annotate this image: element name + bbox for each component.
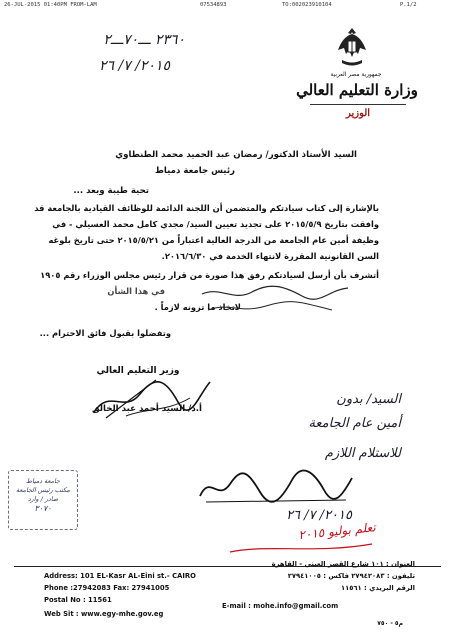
annotation-line-1: السيد/ بدون <box>336 392 401 407</box>
body-line-4: السن القانونية المقررة لانتهاء الخدمة في ٢٠١٦/٦/٣٠. <box>161 251 379 261</box>
footer-postal-en: Postal No : 11561 <box>44 596 112 604</box>
fax-code: 07534893 <box>200 2 227 8</box>
handwritten-scribble <box>200 282 350 322</box>
minister-office-label: الوزير <box>345 108 371 119</box>
letterhead-rule <box>310 104 406 105</box>
footer-phone-en: Phone :27942083 Fax: 27941005 <box>44 584 170 592</box>
ministry-title: وزارة التعليم العالي <box>296 81 418 99</box>
footer-email: E-mail : mohe.info@gmail.com <box>222 602 339 610</box>
footer-postal-ar: الرقم البريدي : ١١٥٦١ <box>340 584 415 592</box>
annotation-signature-text <box>240 470 320 483</box>
eagle-emblem <box>335 24 369 68</box>
footer-address-ar: العنوان : ١٠١ شارع القصر العيني - القاهرة <box>271 560 415 568</box>
signer-name: أ.د/ السيد أحمد عبد الخالق <box>92 404 202 414</box>
incoming-stamp <box>8 470 78 530</box>
enclosure-line: أتشرف بأن أرسل لسيادتكم رفق هذا صورة من قرار رئيس مجلس الوزراء رقم ١٩٠٥ <box>40 270 379 280</box>
republic-label: جمهورية مصر العربية <box>330 72 382 78</box>
footer-address-en: Address: 101 EL-Kasr AL-Eini st.- CAIRO <box>44 572 196 580</box>
stamp-record: صادر / وارد <box>27 495 59 503</box>
minister-signature <box>86 372 216 422</box>
fax-datetime: 26-JUL-2015 01:40PM FROM-LAM <box>4 2 97 8</box>
stamp-number: ٣٠٧٠ <box>34 504 52 513</box>
partial-line-2: لاتخاذ ما ترونه لازماً . <box>154 302 241 312</box>
closing-line: وتفضلوا بقبول فائق الاحترام ... <box>39 328 171 338</box>
addressee-name: السيد الأستاذ الدكتور/ رمضان عبد الحميد محمد الطنطاوي <box>115 150 357 160</box>
fax-header <box>0 0 455 12</box>
footer-phone-ar: تليفون : ٢٧٩٤٢٠٨٣ فاكس : ٢٧٩٤١٠٠٥ <box>287 572 415 580</box>
fax-page: P.1/2 <box>400 2 417 8</box>
ref-number-handwriting: ٢٣٦٠ ـــ٧٠ـــ٢ <box>103 32 185 48</box>
annotation-line-3: للاستلام اللازم <box>324 446 401 461</box>
footer-web-en: Web Sit : www.egy-mhe.gov.eg <box>44 610 164 618</box>
body-line-1: بالإشارة إلى كتاب سيادتكم والمتضمن أن اللجنة الدائمة للوظائف القيادية بالجامعة قد <box>34 203 379 213</box>
ref-date-handwriting: ٢٠١٥/ ٧/ ٢٦ <box>99 58 170 74</box>
stamp-university: جامعة دمياط <box>26 477 60 485</box>
body-line-2: وافقت بتاريخ ٢٠١٥/٥/٩ على تجديد تعيين السيد/ مجدي كامل محمد العسيلي - في <box>52 219 379 229</box>
red-note: تعلم بوليو ٢٠١٥ <box>297 520 377 543</box>
stamp-office: مكتب رئيس الجامعة <box>16 486 70 494</box>
addressee-title: رئيس جامعة دمياط <box>154 166 235 176</box>
partial-line-1: في هذا الشأن <box>107 286 165 296</box>
annotation-date: ٢٠١٥/ ٧/ ٢٦ <box>286 508 352 523</box>
fax-to: TO:002023910104 <box>282 2 332 8</box>
red-underline <box>226 540 376 556</box>
greeting: تحية طيبة وبعد ... <box>73 186 149 196</box>
footer-form-code: م٥ - ٧٥٠ <box>377 620 403 627</box>
body-line-3: وظيفة أمين عام الجامعة من الدرجة العالية اعتباراً من ٢٠١٥/٥/٢١ حتى تاريخ بلوغه <box>48 235 379 245</box>
signer-title: وزير التعليم العالي <box>96 366 180 376</box>
annotation-line-2: أمين عام الجامعة <box>308 416 401 431</box>
